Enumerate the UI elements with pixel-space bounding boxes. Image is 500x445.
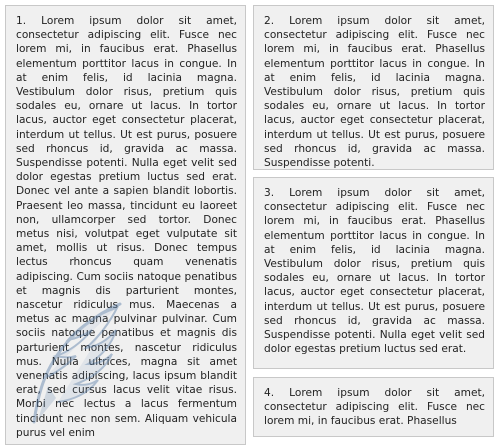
panel-1-text: 1. Lorem ipsum dolor sit amet, consectetur adipiscing elit. Fusce nec lorem mi, in faucibus erat. Phasellus elementum porttitor lacus in congue. In at enim felis, id lacinia magna. Vestibulum dolor risus, pretium quis sodales eu, ornare ut lacus. In tortor lacus, auctor eget consectetur placerat, interdum ut tellus. Ut est purus, posuere sed rhoncus id, gravida ac massa. Suspendisse potenti. Nulla eget velit sed dolor egestas pretium luctus sed erat. Donec vel ante a sapien blandit lobortis. Praesent leo massa, tincidunt eu laoreet non, ullamcorper sed tortor. Donec metus nisi, volutpat eget vulputate sit amet, mollis ut risus. Donec tempus lectus rhoncus quam venenatis adipiscing. Cum sociis natoque penatibus et magnis dis parturient montes, nascetur ridiculus mus. Maecenas a metus ac magna pulvinar pulvinar. Cum sociis natoque penatibus et magnis dis parturient montes, nascetur ridiculus mus. Nulla ultrices, magna sit amet venenatis adipiscing, lacus ipsum blandit erat, sed cursus lacus velit vitae risus. Morbi nec lectus a lacus fermentum tincidunt nec non sem. Aliquam vehicula purus vel enim [16, 15, 237, 439]
text-panel-3 [253, 177, 494, 369]
text-panel-2 [253, 5, 494, 170]
panel-2-text: 2. Lorem ipsum dolor sit amet, consectetur adipiscing elit. Fusce nec lorem mi, in faucibus erat. Phasellus elementum porttitor lacus in congue. In at enim felis, id lacinia magna. Vestibulum dolor risus, pretium quis sodales eu, ornare ut lacus. In tortor lacus, auctor eget consectetur placerat, interdum ut tellus. Ut est purus, posuere sed rhoncus id, gravida ac massa. Suspendisse potenti. [264, 15, 485, 170]
text-panel-4 [253, 377, 494, 437]
panel-3-text: 3. Lorem ipsum dolor sit amet, consectetur adipiscing elit. Fusce nec lorem mi, in faucibus erat. Phasellus elementum porttitor lacus in congue. In at enim felis, id lacinia magna. Vestibulum dolor risus, pretium quis sodales eu, ornare ut lacus. In tortor lacus, auctor eget consectetur placerat, interdum ut tellus. Ut est purus, posuere sed rhoncus id, gravida ac massa. Suspendisse potenti. Nulla eget velit sed dolor egestas pretium luctus sed erat. [264, 187, 485, 356]
text-panel-1 [5, 5, 246, 445]
panel-4-text: 4. Lorem ipsum dolor sit amet, consectetur adipiscing elit. Fusce nec lorem mi, in faucibus erat. Phasellus [264, 387, 485, 428]
